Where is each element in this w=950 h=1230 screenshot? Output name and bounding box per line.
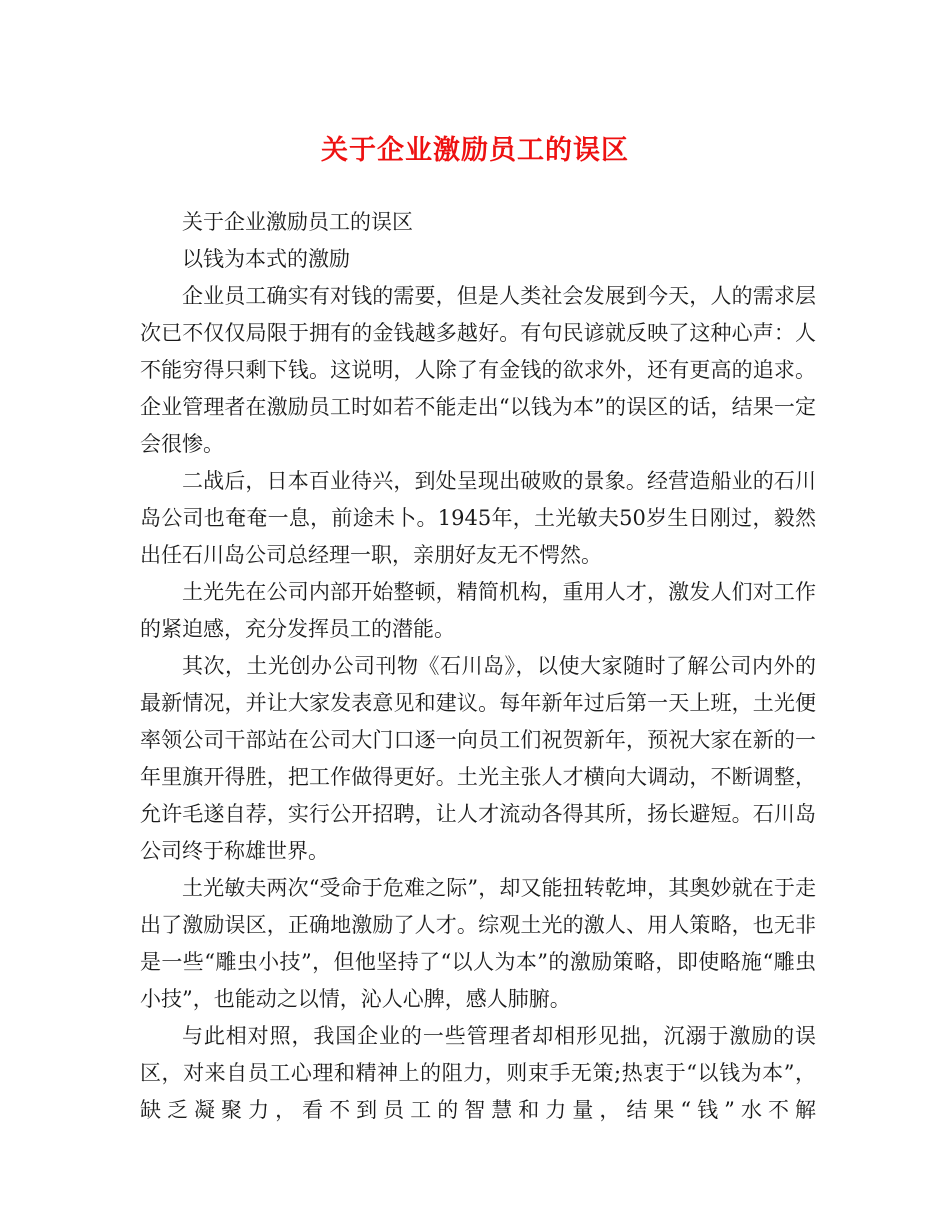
paragraph: 其次，土光创办公司刊物《石川岛》，以使大家随时了解公司内外的最新情况，并让大家发表意见和建议。每年新年过后第一天上班，土光便率领公司干部站在公司大门口逐一向员工们祝贺新年，预祝大家在新的一年里旗开得胜，把工作做得更好。土光主张人才横向大调动，不断调整，允许毛遂自荐，实行公开招聘，让人才流动各得其所，扬长避短。石川岛公司终于称雄世界。 xyxy=(140,654,816,863)
paragraph-subtitle: 关于企业激励员工的误区 xyxy=(182,210,413,234)
paragraph: 土光敏夫两次“受命于危难之际”，却又能扭转乾坤，其奥妙就在于走出了激励误区，正确地激励了人才。综观土光的激人、用人策略，也无非是一些“雕虫小技”，但他坚持了“以人为本”的激励策略，即使略施“雕虫小技”，也能动之以情，沁人心脾，感人肺腑。 xyxy=(140,876,816,1011)
document-title: 关于企业激励员工的误区 xyxy=(321,135,629,166)
paragraph: 企业员工确实有对钱的需要，但是人类社会发展到今天，人的需求层次已不仅仅局限于拥有的金钱越多越好。有句民谚就反映了这种心声：人不能穷得只剩下钱。这说明，人除了有金钱的欲求外，还有更高的追求。企业管理者在激励员工时如若不能走出“以钱为本”的误区的话，结果一定会很惨。 xyxy=(140,284,816,456)
paragraph: 土光先在公司内部开始整顿，精简机构，重用人才，激发人们对工作的紧迫感，充分发挥员工的潜能。 xyxy=(140,580,816,641)
paragraph: 二战后，日本百业待兴，到处呈现出破败的景象。经营造船业的石川岛公司也奄奄一息，前途未卜。1945年，土光敏夫50岁生日刚过，毅然出任石川岛公司总经理一职，亲朋好友无不愕然。 xyxy=(140,469,816,567)
paragraph: 与此相对照，我国企业的一些管理者却相形见拙，沉溺于激励的误区，对来自员工心理和精神上的阻力，则束手无策;热衷于“以钱为本”，缺乏凝聚力，看不到员工的智慧和力量，结果“钱”水不解 xyxy=(140,1024,816,1122)
paragraph-section-heading: 以钱为本式的激励 xyxy=(182,247,350,271)
document-body xyxy=(140,204,816,1129)
